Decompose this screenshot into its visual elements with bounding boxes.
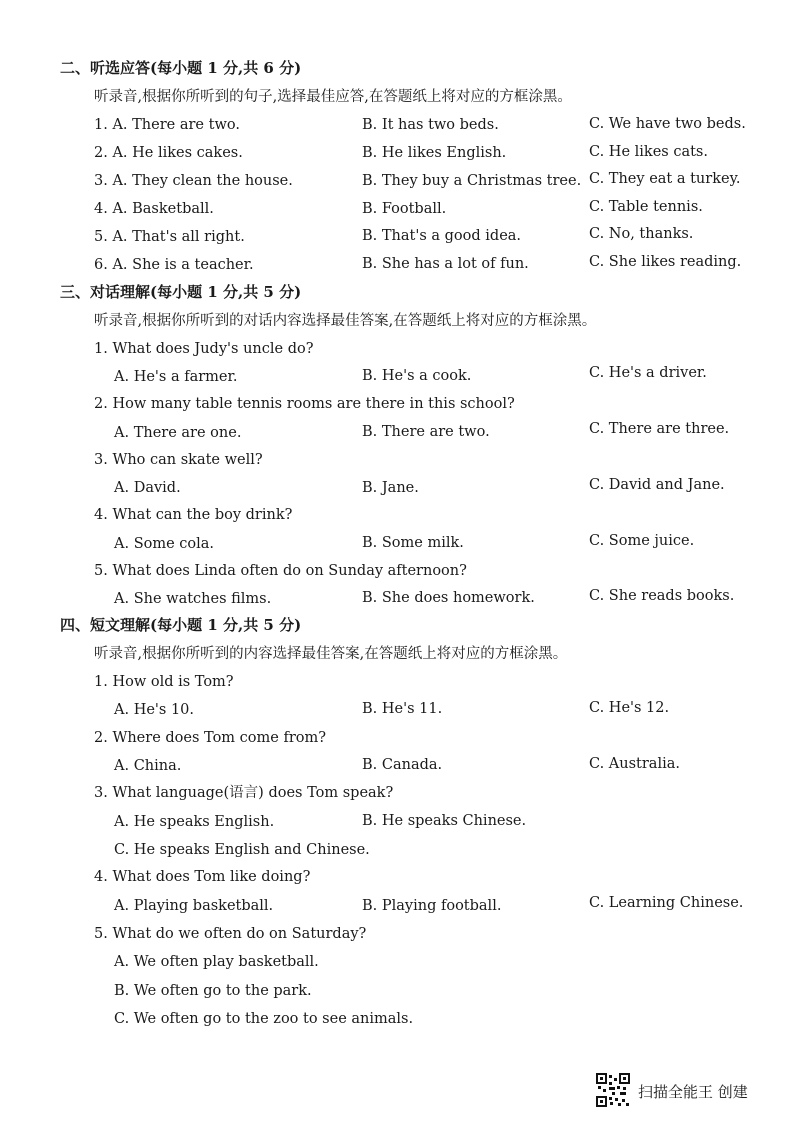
s3-q3-option-c: C. David and Jane. [589, 477, 725, 493]
s2-q2-option-c: C. He likes cats. [589, 144, 708, 160]
s2-q5-option-c: C. No, thanks. [589, 226, 694, 242]
s4-q1-option-c: C. He's 12. [589, 700, 670, 716]
s3-q5-option-a: A. She watches films. [114, 591, 272, 607]
s4-q4-question: 4. What does Tom like doing? [94, 869, 311, 885]
section-4-title: 四、短文理解(每小题 1 分,共 5 分) [60, 616, 302, 634]
s2-q3-option-a: 3. A. They clean the house. [94, 173, 293, 189]
section-2-title: 二、听选应答(每小题 1 分,共 6 分) [60, 59, 302, 77]
section-3-title: 三、对话理解(每小题 1 分,共 5 分) [60, 283, 302, 301]
s3-q5-option-c: C. She reads books. [589, 588, 735, 604]
s4-q2-option-c: C. Australia. [589, 756, 680, 772]
s3-q2-option-b: B. There are two. [362, 424, 490, 440]
s2-q2-option-b: B. He likes English. [362, 145, 507, 161]
s2-q5-option-b: B. That's a good idea. [362, 228, 522, 244]
s3-q5-question: 5. What does Linda often do on Sunday afternoon? [94, 563, 467, 579]
s2-q4-option-a: 4. A. Basketball. [94, 201, 214, 217]
s2-q6-option-b: B. She has a lot of fun. [362, 256, 529, 272]
s4-q5-option-a: A. We often play basketball. [114, 954, 319, 970]
qr-code-icon [596, 1073, 630, 1107]
s3-q3-option-b: B. Jane. [362, 480, 419, 496]
s4-q3-option-b: B. He speaks Chinese. [362, 813, 527, 829]
s2-q3-option-b: B. They buy a Christmas tree. [362, 173, 582, 189]
s2-q3-option-c: C. They eat a turkey. [589, 171, 741, 187]
s2-q6-option-c: C. She likes reading. [589, 254, 742, 270]
s2-q4-option-c: C. Table tennis. [589, 199, 703, 215]
section-2-instruction: 听录音,根据你所听到的句子,选择最佳应答,在答题纸上将对应的方框涂黑。 [94, 89, 572, 105]
s3-q5-option-b: B. She does homework. [362, 590, 535, 606]
s4-q1-question: 1. How old is Tom? [94, 674, 234, 690]
s3-q1-option-b: B. He's a cook. [362, 368, 472, 384]
s4-q2-option-b: B. Canada. [362, 757, 443, 773]
s4-q5-option-c: C. We often go to the zoo to see animals. [114, 1011, 414, 1027]
scanner-watermark [596, 1073, 786, 1113]
s4-q5-option-b: B. We often go to the park. [114, 983, 312, 999]
section-3-instruction: 听录音,根据你所听到的对话内容选择最佳答案,在答题纸上将对应的方框涂黑。 [94, 313, 597, 329]
s2-q6-option-a: 6. A. She is a teacher. [94, 257, 254, 273]
watermark-label: 扫描全能王 创建 [638, 1083, 748, 1101]
s4-q3-option-a: A. He speaks English. [114, 814, 275, 830]
s3-q1-question: 1. What does Judy's uncle do? [94, 341, 314, 357]
s2-q4-option-b: B. Football. [362, 201, 447, 217]
s3-q3-option-a: A. David. [114, 480, 181, 496]
s3-q2-option-c: C. There are three. [589, 421, 730, 437]
s3-q1-option-c: C. He's a driver. [589, 365, 707, 381]
s2-q5-option-a: 5. A. That's all right. [94, 229, 245, 245]
s3-q4-option-b: B. Some milk. [362, 535, 464, 551]
s4-q2-question: 2. Where does Tom come from? [94, 730, 327, 746]
s4-q1-option-b: B. He's 11. [362, 701, 443, 717]
s4-q4-option-a: A. Playing basketball. [114, 898, 274, 914]
s4-q4-option-b: B. Playing football. [362, 898, 502, 914]
s3-q3-question: 3. Who can skate well? [94, 452, 263, 468]
s2-q1-option-c: C. We have two beds. [589, 116, 746, 132]
section-4-instruction: 听录音,根据你所听到的内容选择最佳答案,在答题纸上将对应的方框涂黑。 [94, 646, 568, 662]
s4-q2-option-a: A. China. [114, 758, 182, 774]
s3-q2-question: 2. How many table tennis rooms are there in this school? [94, 396, 515, 412]
s4-q4-option-c: C. Learning Chinese. [589, 895, 744, 911]
s4-q1-option-a: A. He's 10. [114, 702, 195, 718]
s4-q3-option-c: C. He speaks English and Chinese. [114, 842, 370, 858]
s3-q4-question: 4. What can the boy drink? [94, 507, 293, 523]
s2-q1-option-b: B. It has two beds. [362, 117, 499, 133]
s3-q1-option-a: A. He's a farmer. [114, 369, 238, 385]
s2-q2-option-a: 2. A. He likes cakes. [94, 145, 243, 161]
s2-q1-option-a: 1. A. There are two. [94, 117, 240, 133]
s4-q5-question: 5. What do we often do on Saturday? [94, 926, 367, 942]
s3-q4-option-a: A. Some cola. [114, 536, 215, 552]
s3-q4-option-c: C. Some juice. [589, 533, 695, 549]
s3-q2-option-a: A. There are one. [114, 425, 242, 441]
s4-q3-question: 3. What language(语言) does Tom speak? [94, 785, 394, 801]
